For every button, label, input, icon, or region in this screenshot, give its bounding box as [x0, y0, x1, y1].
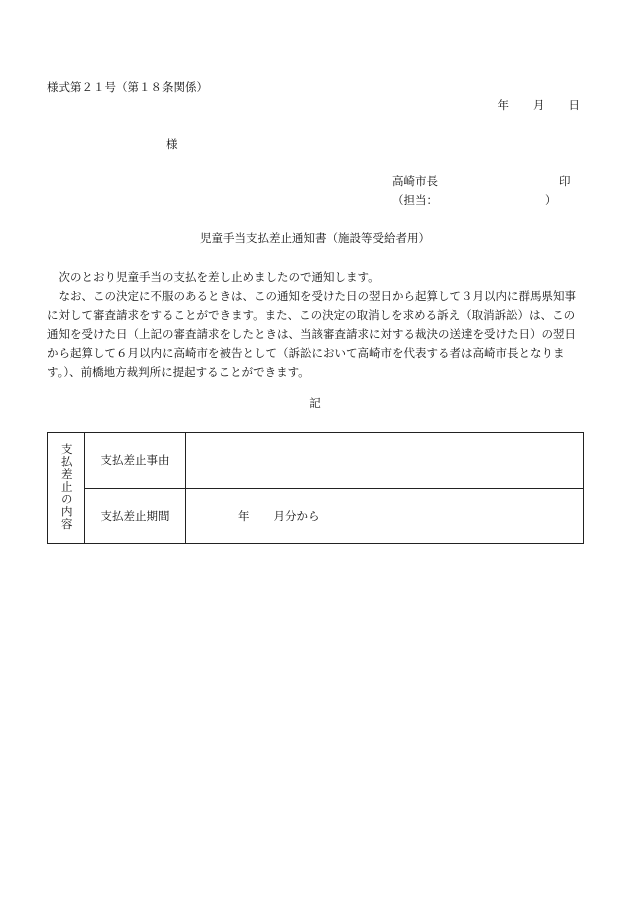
period-label: 支払差止期間: [100, 508, 170, 523]
addressee-honorific: 様: [166, 137, 178, 151]
reason-label: 支払差止事由: [100, 453, 170, 468]
details-table: [47, 432, 584, 544]
sender-mayor: 高崎市長: [392, 174, 438, 188]
contact-close: ）: [545, 193, 557, 207]
notice-paragraph-1: 次のとおり児童手当の支払を差し止めましたので通知します。: [58, 270, 380, 284]
period-year: 年: [238, 508, 250, 523]
date-year: 年: [497, 98, 509, 112]
document-title: 児童手当支払差止通知書（施設等受給者用）: [200, 231, 430, 245]
date-month: 月: [533, 98, 545, 112]
table-row: [48, 433, 584, 489]
date-day: 日: [568, 98, 580, 112]
group-label: 支払差止の内容: [59, 442, 74, 531]
period-label-cell: [85, 488, 186, 544]
group-label-cell: [48, 433, 85, 544]
notice-body: [47, 268, 583, 382]
notice-paragraph-2: なお、この決定に不服のあるときは、この通知を受けた日の翌日から起算して３月以内に群馬県知事に対して審査請求をすることができます。また、この決定の取消しを求める訴え（取消訴訟）は、この通知を受けた日（上記の審査請求をしたときは、当該審査請求に対する裁決の送達を受けた日）の翌日から起算して６月以内に高崎市を被告として（訴訟において高崎市を代表する者は高崎市長となります。）、前橋地方裁判所に提起することができます。: [47, 289, 576, 379]
contact-open: （担当：: [392, 193, 438, 207]
period-value-cell: [186, 488, 584, 544]
seal-mark: 印: [559, 174, 571, 188]
table-row: [48, 488, 584, 544]
date-line: [498, 100, 581, 112]
ki-heading: 記: [309, 396, 321, 410]
period-month-from: 月分から: [273, 508, 320, 523]
reason-value-cell: [186, 433, 584, 489]
form-number: 様式第２１号（第１８条関係）: [47, 80, 208, 94]
reason-label-cell: [85, 433, 186, 489]
